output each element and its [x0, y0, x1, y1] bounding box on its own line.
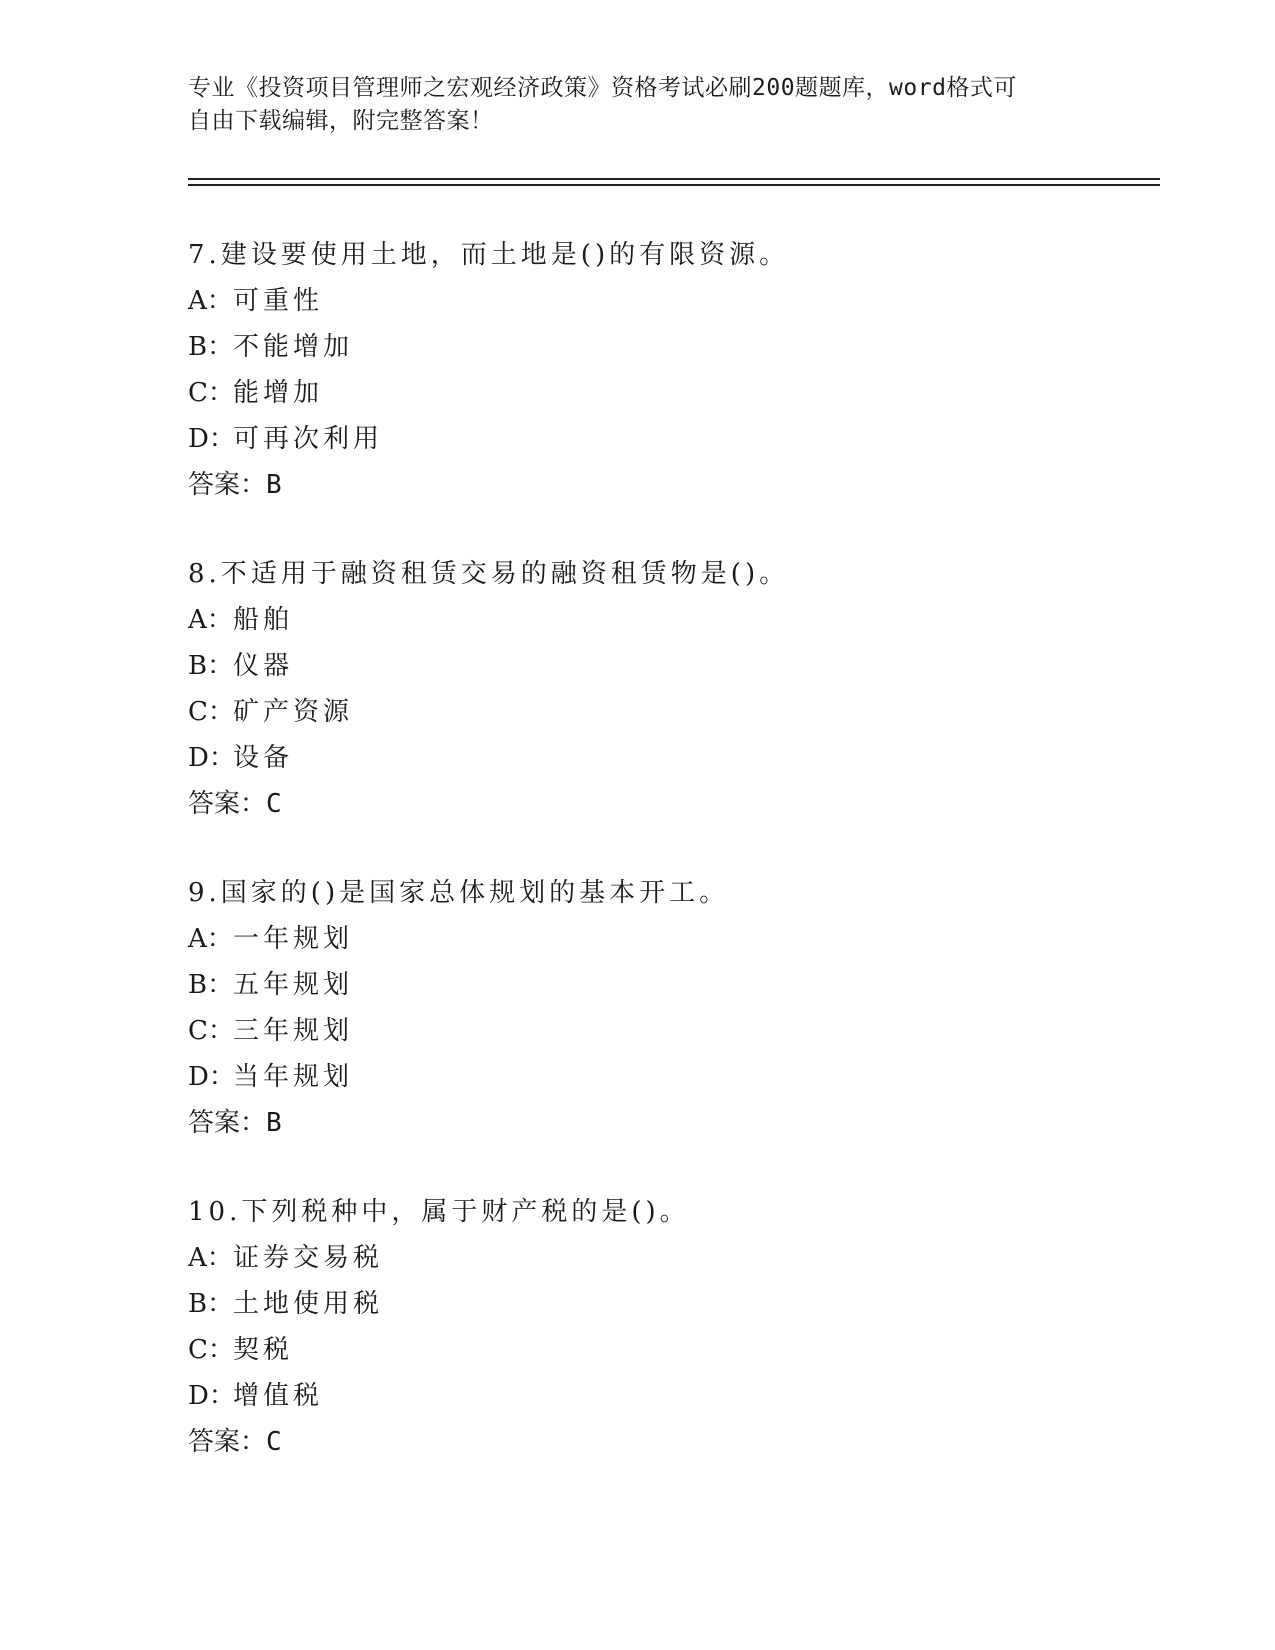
option-b	[188, 962, 1188, 1008]
option-text: 矿产资源	[233, 697, 354, 727]
option-key: D：	[188, 424, 235, 454]
option-key: B：	[188, 970, 234, 1000]
option-text: 可再次利用	[233, 424, 384, 454]
option-b	[188, 643, 1188, 689]
option-b	[188, 1281, 1188, 1327]
option-text: 契税	[233, 1335, 294, 1365]
option-text: 当年规划	[233, 1062, 354, 1092]
option-key: B：	[188, 332, 234, 362]
option-key: A：	[188, 286, 233, 316]
option-key: A：	[188, 605, 233, 635]
option-text: 证券交易税	[233, 1243, 384, 1273]
answer-value: B	[266, 470, 282, 500]
option-text: 五年规划	[233, 970, 354, 1000]
option-key: B：	[188, 651, 234, 681]
option-c	[188, 689, 1188, 735]
question-stem: 8.不适用于融资租赁交易的融资租赁物是()。	[188, 559, 790, 589]
header-line-2: 自由下载编辑，附完整答案！	[188, 108, 494, 134]
option-text: 能增加	[233, 378, 324, 408]
answer-label: 答案：	[188, 1108, 267, 1138]
question-10	[188, 1189, 1188, 1465]
option-key: D：	[188, 743, 235, 773]
answer-value: C	[266, 1427, 282, 1457]
option-text: 仪器	[233, 651, 294, 681]
header-line-1: 专业《投资项目管理师之宏观经济政策》资格考试必刷200题题库，word格式可	[188, 75, 1017, 101]
option-key: C：	[188, 1016, 234, 1046]
option-key: C：	[188, 697, 234, 727]
question-7	[188, 232, 1188, 508]
option-text: 船舶	[233, 605, 294, 635]
option-key: A：	[188, 1243, 233, 1273]
option-a	[188, 278, 1188, 324]
question-stem: 10.下列税种中，属于财产税的是()。	[188, 1197, 690, 1227]
question-stem: 9.国家的()是国家总体规划的基本开工。	[188, 878, 730, 908]
question-stem: 7.建设要使用土地，而土地是()的有限资源。	[188, 240, 790, 270]
option-d	[188, 1373, 1188, 1419]
option-text: 设备	[233, 743, 294, 773]
option-c	[188, 1008, 1188, 1054]
document-header	[188, 72, 1088, 138]
answer-label: 答案：	[188, 470, 267, 500]
option-key: B：	[188, 1289, 234, 1319]
option-text: 一年规划	[233, 924, 354, 954]
question-9	[188, 870, 1188, 1146]
option-a	[188, 1235, 1188, 1281]
answer-line	[188, 781, 1188, 827]
option-a	[188, 597, 1188, 643]
option-text: 增值税	[233, 1381, 324, 1411]
answer-label: 答案：	[188, 1427, 267, 1457]
option-text: 三年规划	[233, 1016, 354, 1046]
option-d	[188, 416, 1188, 462]
option-key: D：	[188, 1381, 235, 1411]
header-divider-bottom	[188, 184, 1160, 186]
question-8	[188, 551, 1188, 827]
answer-value: C	[266, 789, 282, 819]
option-key: D：	[188, 1062, 235, 1092]
answer-value: B	[266, 1108, 282, 1138]
option-text: 可重性	[233, 286, 324, 316]
option-c	[188, 370, 1188, 416]
option-d	[188, 1054, 1188, 1100]
option-b	[188, 324, 1188, 370]
answer-line	[188, 1419, 1188, 1465]
answer-line	[188, 1100, 1188, 1146]
answer-line	[188, 462, 1188, 508]
option-text: 不能增加	[233, 332, 354, 362]
header-divider-top	[188, 178, 1160, 180]
option-key: C：	[188, 1335, 234, 1365]
option-text: 土地使用税	[233, 1289, 384, 1319]
option-d	[188, 735, 1188, 781]
option-c	[188, 1327, 1188, 1373]
answer-label: 答案：	[188, 789, 267, 819]
option-a	[188, 916, 1188, 962]
option-key: C：	[188, 378, 234, 408]
option-key: A：	[188, 924, 233, 954]
